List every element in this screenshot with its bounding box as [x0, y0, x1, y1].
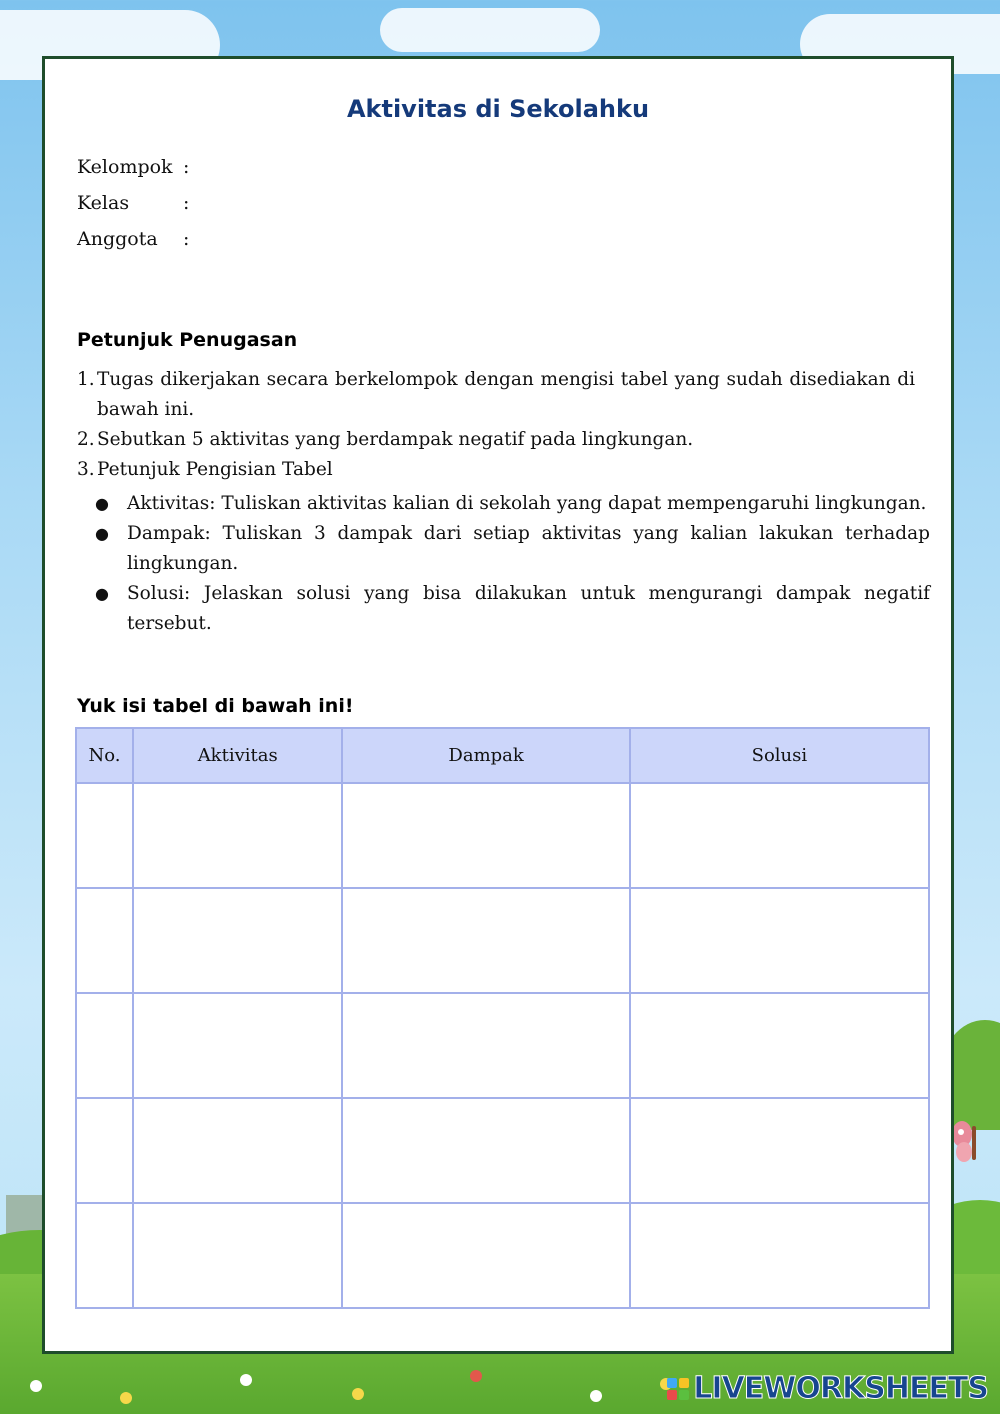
- instruction-number: 1.: [77, 369, 95, 390]
- bullet-icon: ●: [95, 584, 109, 603]
- liveworksheets-logo[interactable]: [667, 1371, 988, 1406]
- table-heading: Yuk isi tabel di bawah ini!: [77, 695, 354, 717]
- identity-row-anggota: [77, 221, 203, 257]
- flower-icon: [240, 1374, 252, 1386]
- column-header-solusi: Solusi: [630, 728, 929, 783]
- instruction-item: [77, 365, 915, 425]
- instructions-heading: Petunjuk Penugasan: [77, 329, 298, 351]
- cell-aktivitas[interactable]: [133, 783, 343, 888]
- identity-row-kelas: [77, 185, 203, 221]
- worksheet-page: [42, 56, 954, 1354]
- cell-no[interactable]: [76, 1098, 133, 1203]
- cell-solusi[interactable]: [630, 1203, 929, 1308]
- cell-aktivitas[interactable]: [133, 1098, 343, 1203]
- table-row: [76, 783, 929, 888]
- identity-row-kelompok: [77, 149, 203, 185]
- identity-separator: :: [183, 192, 190, 214]
- identity-label: Kelas: [77, 192, 130, 214]
- cell-solusi[interactable]: [630, 888, 929, 993]
- cell-no[interactable]: [76, 783, 133, 888]
- bullet-text: Aktivitas: Tuliskan aktivitas kalian di sekolah yang dapat mempengaruhi lingkungan.: [127, 493, 927, 514]
- instruction-text: Petunjuk Pengisian Tabel: [97, 459, 333, 480]
- cell-solusi[interactable]: [630, 783, 929, 888]
- cell-dampak[interactable]: [342, 888, 629, 993]
- liveworksheets-logo-icon: [667, 1378, 689, 1400]
- table-row: [76, 1098, 929, 1203]
- flower-icon: [590, 1390, 602, 1402]
- table-header-row: [76, 728, 929, 783]
- instruction-item: [77, 455, 915, 485]
- bullet-item-solusi: [77, 579, 930, 639]
- instruction-item: [77, 425, 915, 455]
- cell-dampak[interactable]: [342, 783, 629, 888]
- instructions-list: [77, 365, 930, 639]
- identity-separator: :: [183, 228, 190, 250]
- cell-no[interactable]: [76, 993, 133, 1098]
- bullet-icon: ●: [95, 524, 109, 543]
- table-guide-bullets: [77, 489, 930, 639]
- bullet-item-aktivitas: [77, 489, 930, 519]
- identity-label: Anggota: [77, 228, 158, 250]
- cell-aktivitas[interactable]: [133, 1203, 343, 1308]
- logo-text: LIVEWORKSHEETS: [693, 1371, 988, 1406]
- cell-no[interactable]: [76, 888, 133, 993]
- identity-separator: :: [183, 156, 190, 178]
- butterfly-icon: [952, 1120, 986, 1164]
- bullet-item-dampak: [77, 519, 930, 579]
- cell-aktivitas[interactable]: [133, 888, 343, 993]
- cell-aktivitas[interactable]: [133, 993, 343, 1098]
- instruction-text: Sebutkan 5 aktivitas yang berdampak negatif pada lingkungan.: [97, 429, 694, 450]
- cell-solusi[interactable]: [630, 993, 929, 1098]
- instruction-number: 3.: [77, 459, 95, 480]
- cell-dampak[interactable]: [342, 1098, 629, 1203]
- instruction-text: Tugas dikerjakan secara berkelompok dengan mengisi tabel yang sudah disediakan di bawah ini.: [97, 369, 915, 420]
- bullet-icon: ●: [95, 494, 109, 513]
- table-row: [76, 1203, 929, 1308]
- identity-fields: [77, 149, 203, 257]
- table-row: [76, 888, 929, 993]
- flower-icon: [470, 1370, 482, 1382]
- worksheet-table: [75, 727, 930, 1309]
- bullet-text: Dampak: Tuliskan 3 dampak dari setiap aktivitas yang kalian lakukan terhadap lingkungan.: [127, 523, 930, 574]
- table-row: [76, 993, 929, 1098]
- page-title: Aktivitas di Sekolahku: [346, 95, 650, 123]
- cell-no[interactable]: [76, 1203, 133, 1308]
- cell-solusi[interactable]: [630, 1098, 929, 1203]
- column-header-no: No.: [76, 728, 133, 783]
- cell-dampak[interactable]: [342, 993, 629, 1098]
- column-header-dampak: Dampak: [342, 728, 629, 783]
- flower-icon: [30, 1380, 42, 1392]
- column-header-aktivitas: Aktivitas: [133, 728, 343, 783]
- cell-dampak[interactable]: [342, 1203, 629, 1308]
- flower-icon: [120, 1392, 132, 1404]
- background-cloud: [380, 8, 600, 52]
- instruction-number: 2.: [77, 429, 95, 450]
- flower-icon: [352, 1388, 364, 1400]
- identity-label: Kelompok: [77, 156, 173, 178]
- bullet-text: Solusi: Jelaskan solusi yang bisa dilakukan untuk mengurangi dampak negatif tersebut.: [127, 583, 930, 634]
